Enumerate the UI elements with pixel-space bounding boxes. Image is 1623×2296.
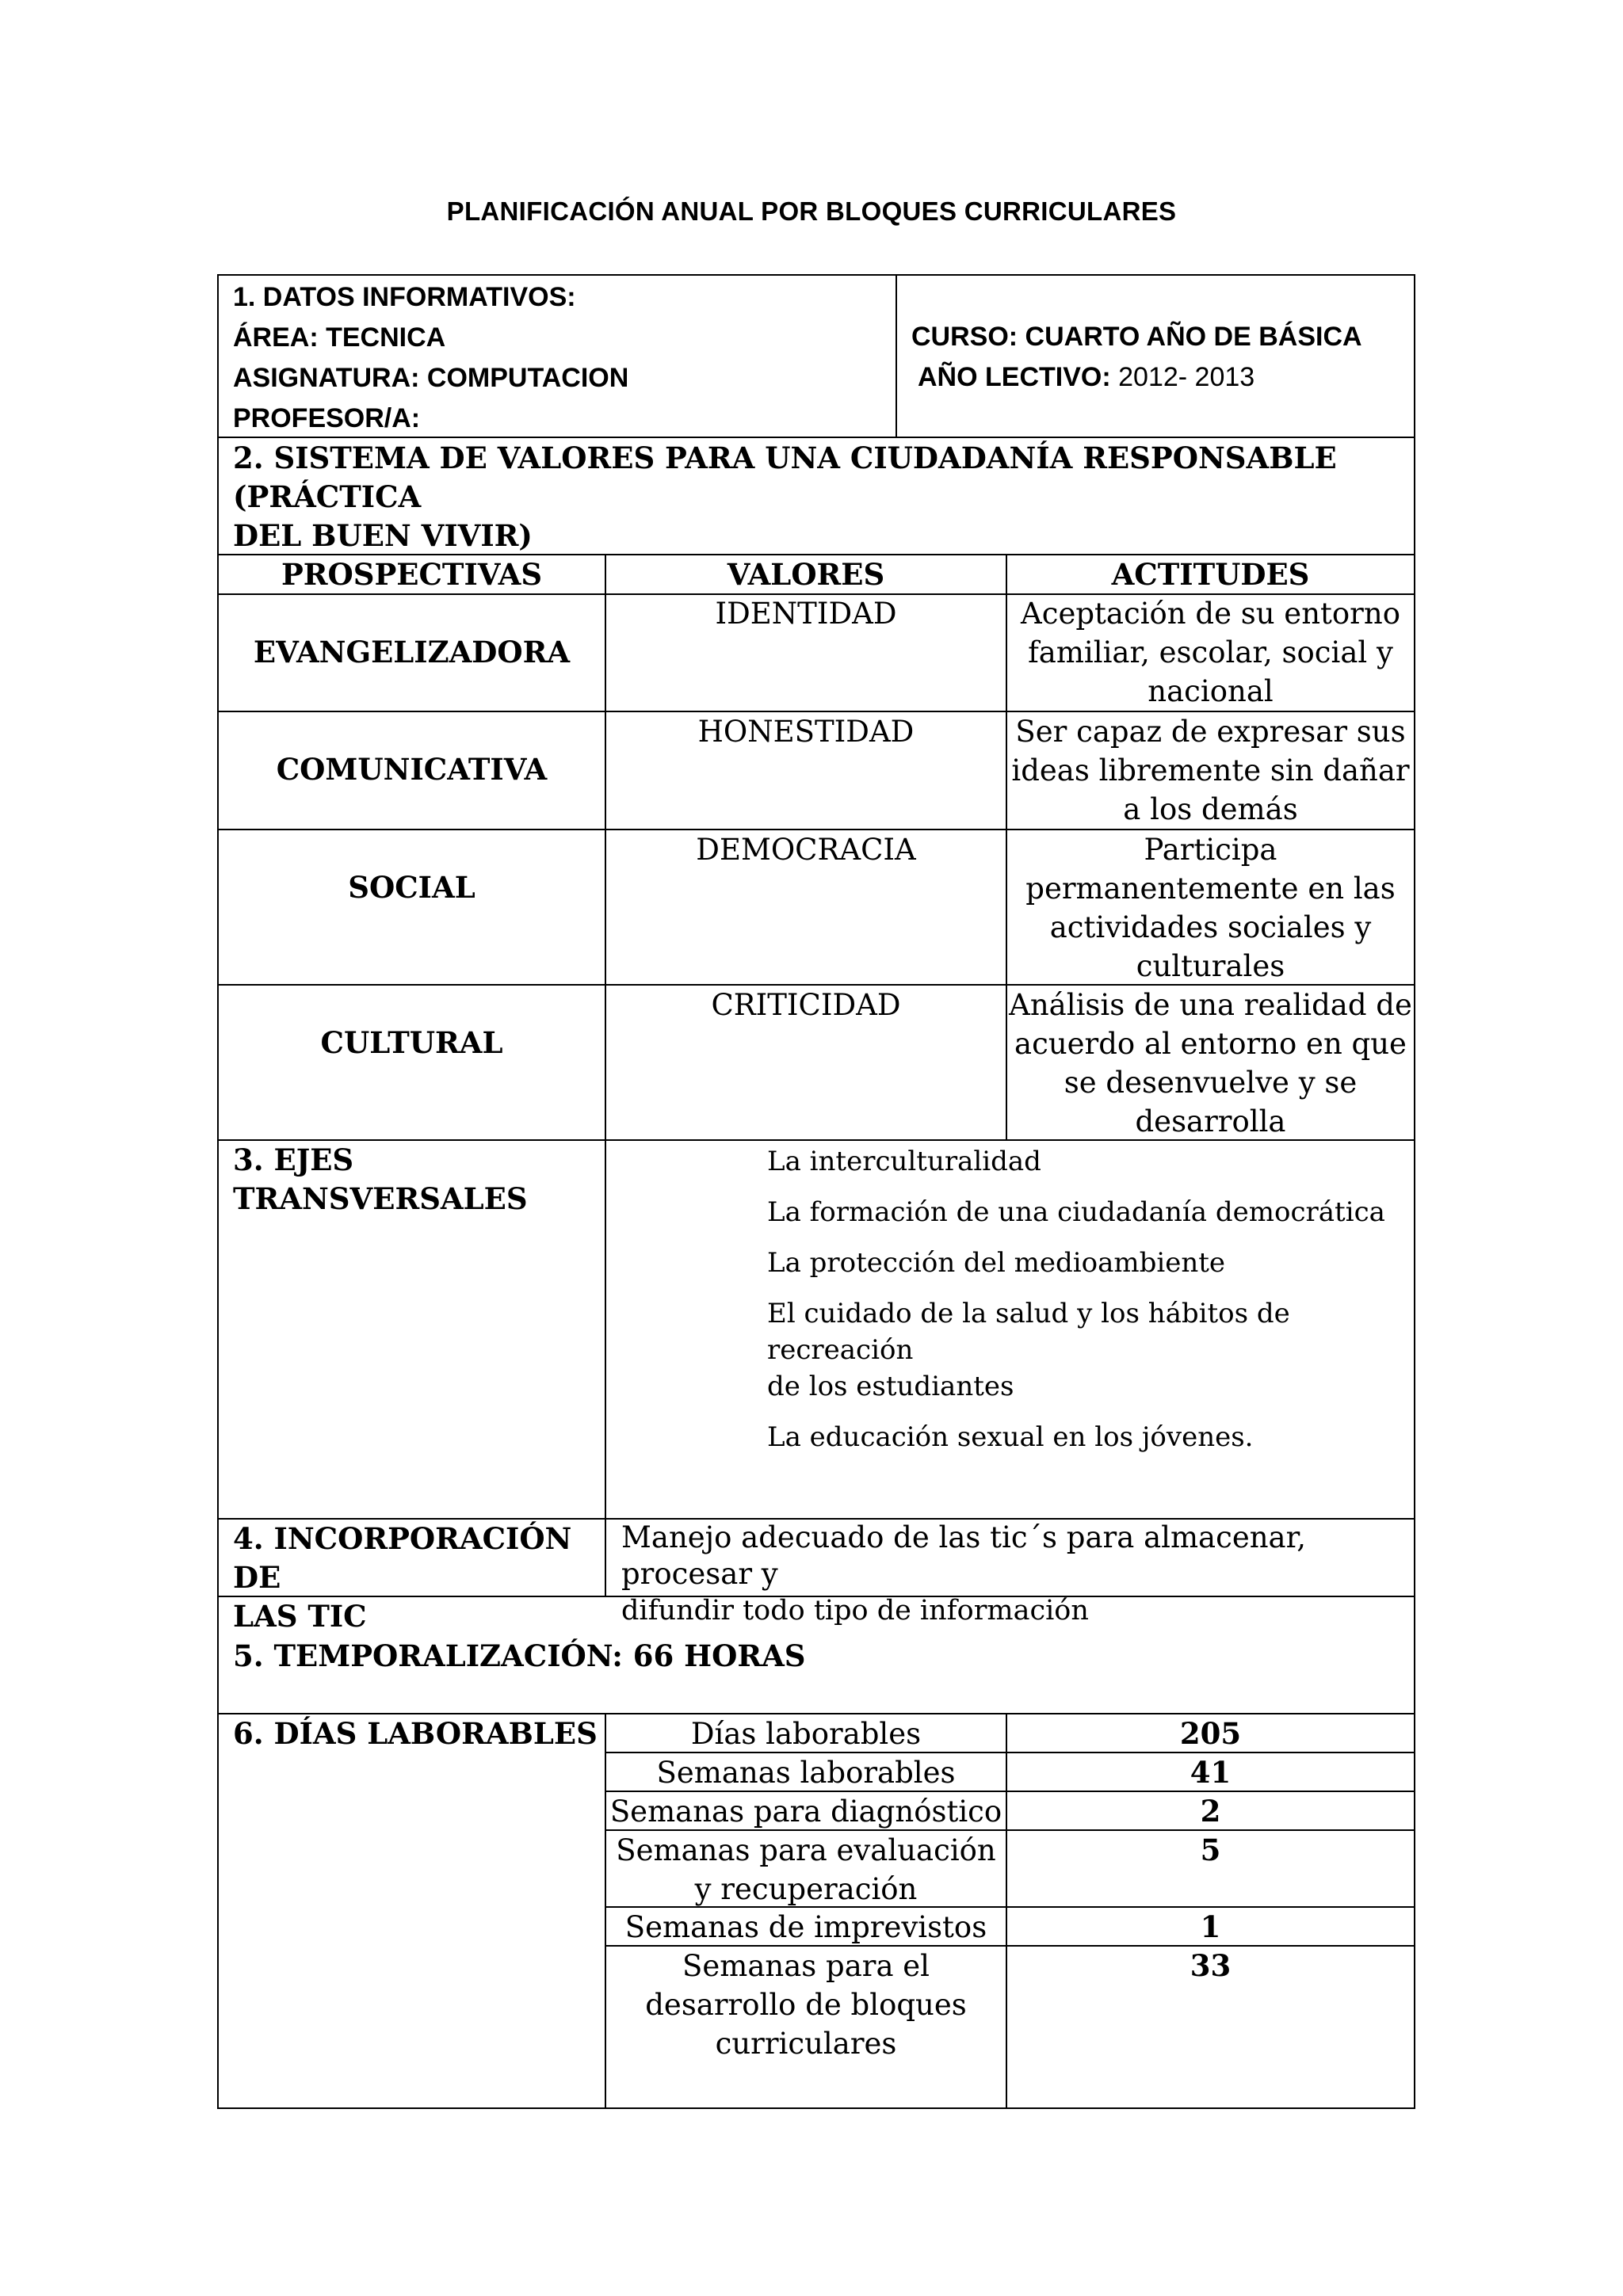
- dias-value-cell: 33: [1190, 1948, 1232, 1983]
- actitud-cell: Participa permanentemente en las actividades sociales y culturales: [1025, 833, 1396, 983]
- profesor-label: PROFESOR/A:: [233, 403, 421, 433]
- dias-label-cell: Semanas para diagnóstico: [609, 1794, 1002, 1829]
- valor-cell: DEMOCRACIA: [696, 833, 916, 867]
- dias-value-cell: 205: [1179, 1716, 1242, 1751]
- valor-cell: CRITICIDAD: [711, 988, 901, 1022]
- section-ejes-heading: 3. EJES TRANSVERSALES: [233, 1142, 528, 1216]
- valor-cell: IDENTIDAD: [715, 597, 897, 631]
- prospectiva-cell: EVANGELIZADORA: [253, 635, 571, 669]
- column-header-valores: VALORES: [727, 557, 885, 592]
- anio-lectivo: [911, 357, 1411, 398]
- column-header-actitudes: ACTITUDES: [1111, 557, 1310, 592]
- dias-label-cell: Días laborables: [690, 1717, 922, 1751]
- list-item: El cuidado de la salud y los hábitos de recreación: [767, 1298, 1290, 1366]
- document-title: PLANIFICACIÓN ANUAL POR BLOQUES CURRICULARES: [446, 196, 1177, 226]
- dias-value-cell: 1: [1200, 1909, 1221, 1944]
- list-item: La interculturalidad: [767, 1146, 1041, 1177]
- dias-value-cell: 2: [1200, 1794, 1221, 1829]
- section-valores-heading: 2. SISTEMA DE VALORES PARA UNA CIUDADANÍA RESPONSABLE (PRÁCTICA DEL BUEN VIVIR): [233, 441, 1337, 553]
- list-item: La formación de una ciudadanía democrática: [767, 1196, 1385, 1228]
- actitud-cell: Análisis de una realidad de acuerdo al entorno en que se desenvuelve y se desarrolla: [1009, 988, 1412, 1138]
- dias-label-cell: Semanas laborables: [656, 1756, 956, 1790]
- dias-label-cell: Semanas para evaluación y recuperación: [616, 1833, 996, 1906]
- column-header-prospectivas: PROSPECTIVAS: [281, 557, 543, 592]
- actitud-cell: Aceptación de su entorno familiar, escolar, social y nacional: [1021, 597, 1400, 708]
- anio-lectivo-value: 2012- 2013: [1118, 362, 1255, 392]
- section-tic-heading: 4. INCORPORACIÓN DE LAS TIC: [233, 1521, 572, 1634]
- list-item: La protección del medioambiente: [767, 1247, 1226, 1279]
- prospectiva-cell: CULTURAL: [320, 1025, 503, 1060]
- curso-block: [911, 317, 1411, 398]
- actitud-cell: Ser capaz de expresar sus ideas libremente sin dañar a los demás: [1011, 715, 1410, 826]
- datos-heading: 1. DATOS INFORMATIVOS:: [233, 282, 576, 312]
- area-label: ÁREA: TECNICA: [233, 322, 446, 353]
- section-datos-informativos: [233, 277, 891, 439]
- dias-value-cell: 41: [1190, 1755, 1232, 1790]
- section-dias-heading: 6. DÍAS LABORABLES: [233, 1716, 598, 1751]
- list-item: La educación sexual en los jóvenes.: [767, 1421, 1254, 1453]
- dias-label-cell: Semanas para el desarrollo de bloques curriculares: [645, 1949, 967, 2061]
- curso-label: CURSO: CUARTO AÑO DE BÁSICA: [911, 322, 1362, 352]
- valor-cell: HONESTIDAD: [697, 715, 915, 749]
- prospectiva-cell: COMUNICATIVA: [276, 752, 548, 787]
- section-temporalizacion: 5. TEMPORALIZACIÓN: 66 HORAS: [233, 1638, 806, 1673]
- dias-value-cell: 5: [1200, 1833, 1221, 1867]
- ejes-list: [767, 1143, 1409, 1455]
- dias-label-cell: Semanas de imprevistos: [624, 1910, 987, 1944]
- list-item: de los estudiantes: [767, 1371, 1014, 1402]
- anio-lectivo-label: AÑO LECTIVO:: [918, 362, 1111, 392]
- tic-description: Manejo adecuado de las tic´s para almacenar, procesar y difundir todo tipo de información: [621, 1520, 1306, 1627]
- prospectiva-cell: SOCIAL: [348, 870, 475, 905]
- asignatura-label: ASIGNATURA: COMPUTACION: [233, 363, 629, 393]
